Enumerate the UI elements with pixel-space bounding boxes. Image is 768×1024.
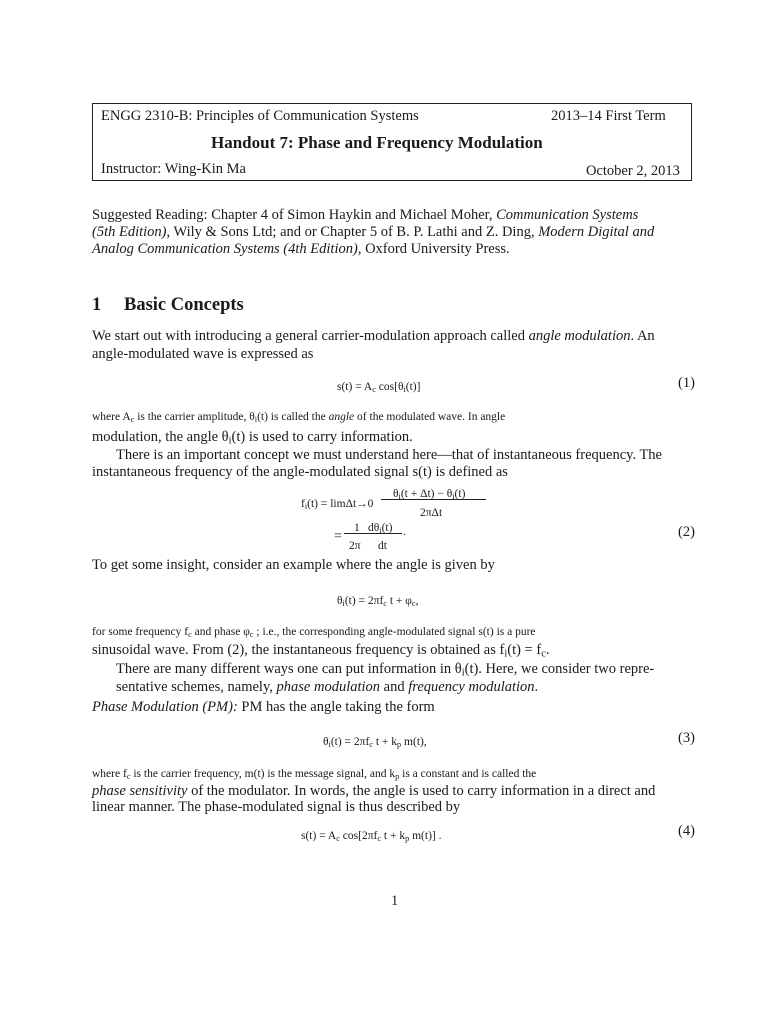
equation-2-number: (2)	[678, 524, 695, 540]
equation-2b-period: .	[403, 526, 406, 538]
where-line-1: where $A_c$ is the carrier amplitude, $\theta_i(t)$ is called the angle of the modulated wave. In angle	[92, 411, 506, 425]
for-some-line-1: for some frequency $f_c$ and phase $\varphi_c$ ; i.e., the corresponding angle-modulated signal s(t) is a pure	[92, 626, 536, 640]
section-number: 1	[92, 295, 102, 315]
equation-3-number: (3)	[678, 730, 695, 746]
equation-4: $s(t) = A_c$ $\cos[2\pi f_c$ $t + k_p$ m(t)] .	[301, 830, 442, 844]
reading-line-2: (5th Edition), Wily & Sons Ltd; and or Chapter 5 of B. P. Lathi and Z. Ding, Modern Digital and	[92, 224, 655, 240]
term: 2013–14 First Term	[551, 108, 666, 124]
page-number: 1	[391, 893, 399, 909]
equation-theta-example: $\theta_i(t) = 2\pi f_c$ $t + \varphi_c$,	[337, 595, 419, 609]
reading-line-1: Suggested Reading: Chapter 4 of Simon Haykin and Michael Moher, Communication Systems	[92, 207, 639, 223]
equation-2b-dtheta: $d\theta_i(t)$	[368, 522, 393, 536]
equation-2-denominator: 2πΔt	[420, 507, 443, 519]
equation-2b-one: 1	[354, 522, 360, 534]
equation-3: $\theta_i(t) = 2\pi f_c$ $t + k_p$ m(t),	[323, 736, 427, 750]
date: October 2, 2013	[586, 163, 680, 179]
paragraph-3: To get some insight, consider an example where the angle is given by	[92, 557, 495, 573]
equation-2b-dt: dt	[378, 540, 387, 552]
reading-line-3: Analog Communication Systems (4th Edition), Oxford University Press.	[92, 241, 510, 257]
equation-2b-fraction-bar	[344, 533, 402, 534]
section-title: Basic Concepts	[124, 295, 244, 315]
paragraph-1-line-2: angle-modulated wave is expressed as	[92, 346, 314, 362]
instructor: Instructor: Wing-Kin Ma	[101, 161, 246, 177]
paragraph-4-line-2: sentative schemes, namely, phase modulation and frequency modulation.	[116, 679, 539, 695]
paragraph-2-line-2: instantaneous frequency of the angle-modulated signal s(t) is defined as	[92, 464, 508, 480]
paragraph-4-line-1: There are many different ways one can put information in $\theta_i(t)$. Here, we consider two repre-	[116, 661, 655, 679]
pm-where-line-3: linear manner. The phase-modulated signal is thus described by	[92, 799, 461, 815]
handout-title: Handout 7: Phase and Frequency Modulation	[211, 133, 543, 152]
paragraph-2-line-1: There is an important concept we must understand here—that of instantaneous frequency. The	[116, 447, 662, 463]
equation-2b-2pi: 2π	[349, 540, 361, 552]
equation-2-fraction-bar	[381, 499, 486, 500]
equation-2b-equals: =	[334, 529, 342, 544]
equation-1-number: (1)	[678, 375, 695, 391]
equation-2-lhs: $f_i(t) = \lim\Delta t\to 0$	[301, 498, 374, 512]
where-line-2: modulation, the angle $\theta_i(t)$ is used to carry information.	[92, 429, 413, 447]
equation-2-numerator: $\theta_i(t + \Delta t) - \theta_i(t)$	[393, 488, 466, 502]
pm-where-line-2: phase sensitivity of the modulator. In words, the angle is used to carry information in a direct and	[92, 783, 656, 799]
course-title: ENGG 2310-B: Principles of Communication Systems	[101, 108, 419, 124]
for-some-line-2: sinusoidal wave. From (2), the instantaneous frequency is obtained as $f_i(t) = f_c$.	[92, 642, 550, 660]
phase-modulation-heading: Phase Modulation (PM): PM has the angle taking the form	[92, 699, 435, 715]
paragraph-1-line-1: We start out with introducing a general carrier-modulation approach called angle modulation. An	[92, 328, 655, 344]
equation-1: $s(t) = A_c$ $\cos[\theta_i(t)]$	[337, 381, 421, 395]
equation-4-number: (4)	[678, 823, 695, 839]
pm-where-line-1: where $f_c$ is the carrier frequency, m(t) is the message signal, and $k_p$ is a constant and is called the	[92, 768, 537, 782]
